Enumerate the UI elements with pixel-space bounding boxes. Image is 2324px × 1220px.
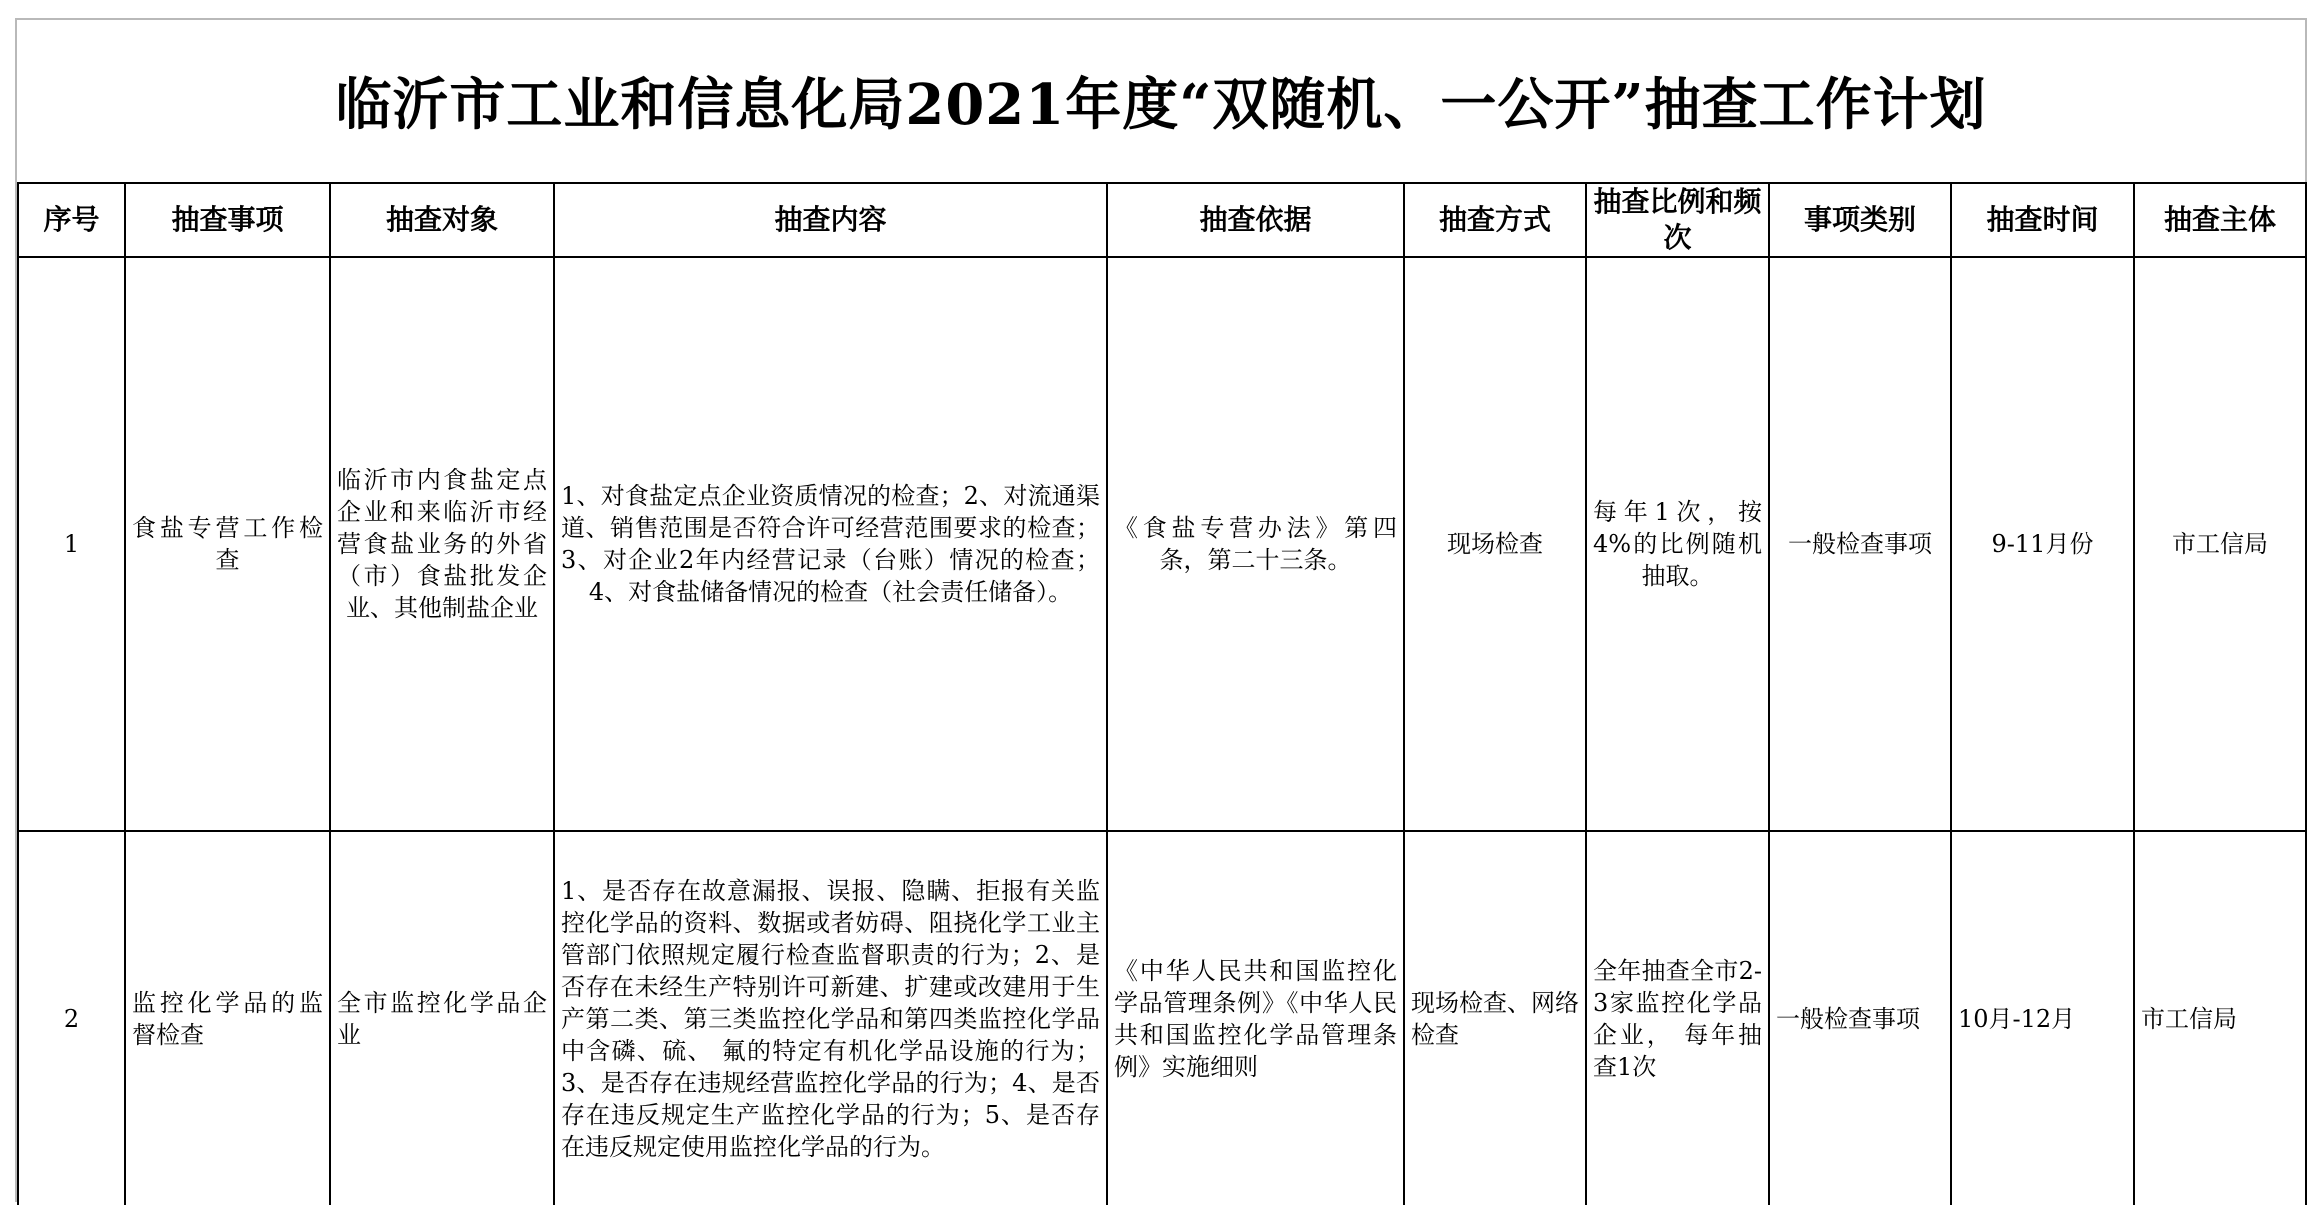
cell-time: 10月-12月: [1951, 831, 2134, 1205]
cell-content: 1、对食盐定点企业资质情况的检查；2、对流通渠道、销售范围是否符合许可经营范围要求的检查；3、对企业2年内经营记录（台账）情况的检查；4、对食盐储备情况的检查（社会责任储备）。: [554, 257, 1107, 831]
header-method: 抽查方式: [1404, 183, 1586, 257]
cell-basis: 《中华人民共和国监控化学品管理条例》《中华人民共和国监控化学品管理条例》实施细则: [1107, 831, 1404, 1205]
cell-no: 2: [18, 831, 125, 1205]
header-item: 抽查事项: [125, 183, 330, 257]
cell-target: 全市监控化学品企业: [330, 831, 554, 1205]
cell-target: 临沂市内食盐定点企业和来临沂市经营食盐业务的外省（市）食盐批发企业、其他制盐企业: [330, 257, 554, 831]
cell-item: 监控化学品的监督检查: [125, 831, 330, 1205]
cell-ratio: 每年1次，按4%的比例随机抽取。: [1586, 257, 1769, 831]
table-row: [18, 257, 2306, 831]
page-title: 临沂市工业和信息化局2021年度“双随机、一公开”抽查工作计划: [335, 72, 1987, 138]
header-ratio: 抽查比例和频次: [1586, 183, 1769, 257]
cell-subject: 市工信局: [2134, 831, 2306, 1205]
cell-category: 一般检查事项: [1769, 831, 1951, 1205]
header-category: 事项类别: [1769, 183, 1951, 257]
document-sheet: [15, 18, 2307, 1202]
cell-item: 食盐专营工作检查: [125, 257, 330, 831]
header-basis: 抽查依据: [1107, 183, 1404, 257]
cell-category: 一般检查事项: [1769, 257, 1951, 831]
header-subject: 抽查主体: [2134, 183, 2306, 257]
table-row: [18, 831, 2306, 1205]
plan-table: [17, 182, 2307, 1205]
header-time: 抽查时间: [1951, 183, 2134, 257]
cell-time: 9-11月份: [1951, 257, 2134, 831]
title-band: [17, 20, 2305, 182]
header-row: [18, 183, 2306, 257]
cell-subject: 市工信局: [2134, 257, 2306, 831]
cell-ratio: 全年抽查全市2-3家监控化学品企业， 每年抽查1次: [1586, 831, 1769, 1205]
header-no: 序号: [18, 183, 125, 257]
cell-method: 现场检查: [1404, 257, 1586, 831]
cell-no: 1: [18, 257, 125, 831]
cell-basis: 《食盐专营办法》第四条，第二十三条。: [1107, 257, 1404, 831]
header-content: 抽查内容: [554, 183, 1107, 257]
header-target: 抽查对象: [330, 183, 554, 257]
cell-method: 现场检查、网络检查: [1404, 831, 1586, 1205]
cell-content: 1、是否存在故意漏报、误报、隐瞒、拒报有关监控化学品的资料、数据或者妨碍、阻挠化学工业主管部门依照规定履行检查监督职责的行为；2、是否存在未经生产特别许可新建、扩建或改建用于生产第二类、第三类监控化学品和第四类监控化学品中含磷、硫、 氟的特定有机化学品设施的行为；3、是否存在违规经营监控化学品的行为；4、是否存在违反规定生产监控化学品的行为；5、是否存在违反规定使用监控化学品的行为。: [554, 831, 1107, 1205]
